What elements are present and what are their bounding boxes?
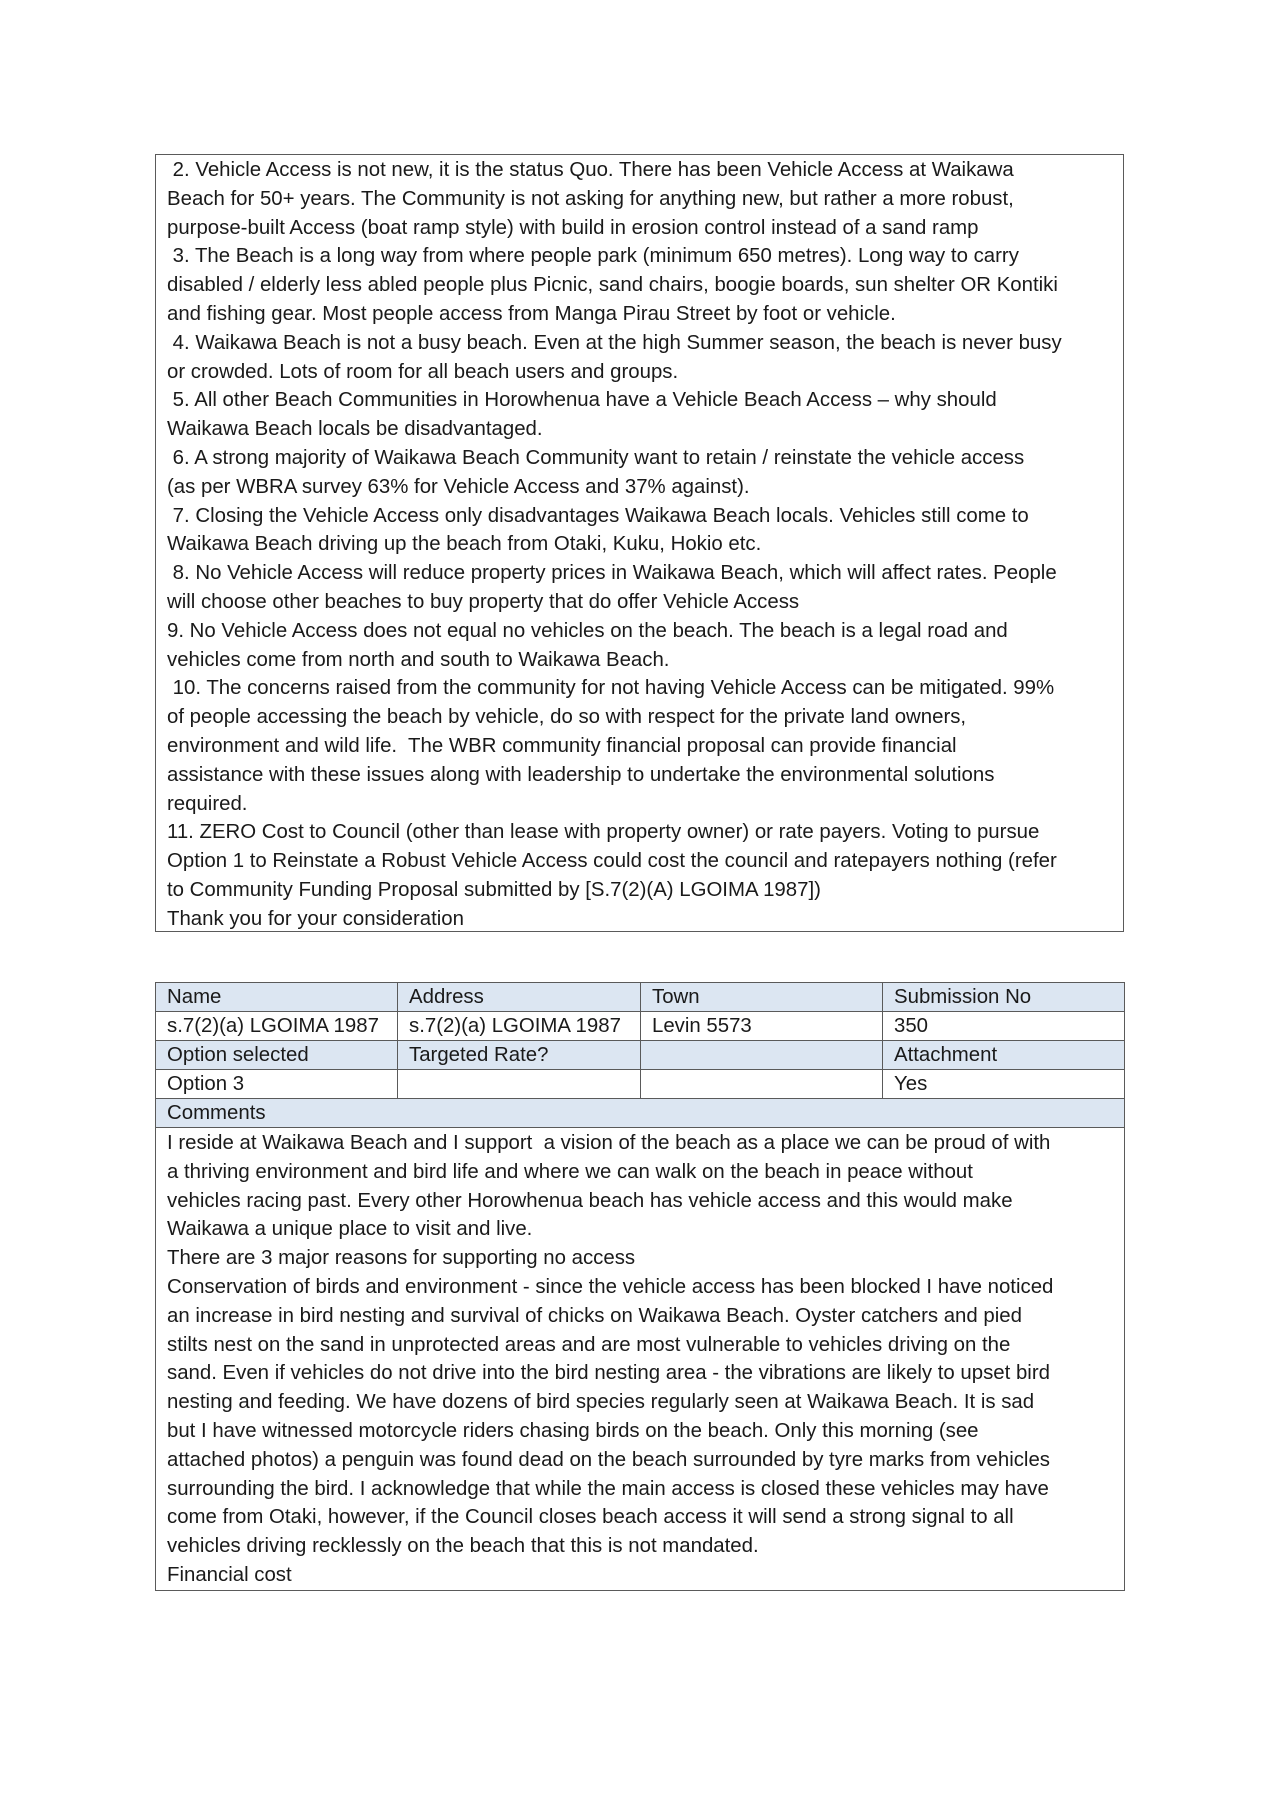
comments-label: Comments: [156, 1099, 1125, 1128]
empty-header-cell: [641, 1041, 883, 1070]
comments-cell: [156, 1128, 1125, 1591]
submission-no-value: 350: [883, 1012, 1125, 1041]
comments-text: [167, 1129, 1113, 1590]
text-line: and fishing gear. Most people access from Manga Pirau Street by foot or vehicle.: [167, 302, 896, 325]
comment-line: a thriving environment and bird life and where we can walk on the beach in peace without: [167, 1160, 973, 1183]
text-line: or crowded. Lots of room for all beach users and groups.: [167, 360, 679, 383]
address-value: s.7(2)(a) LGOIMA 1987: [398, 1012, 641, 1041]
text-line: will choose other beaches to buy property that do offer Vehicle Access: [167, 590, 800, 613]
text-line: 11. ZERO Cost to Council (other than lease with property owner) or rate payers. Voting to pursue: [167, 821, 1040, 844]
targeted-rate-header: Targeted Rate?: [398, 1041, 641, 1070]
text-line: 6. A strong majority of Waikawa Beach Community want to retain / reinstate the vehicle access: [167, 446, 1025, 469]
text-line: 7. Closing the Vehicle Access only disadvantages Waikawa Beach locals. Vehicles still come to: [167, 504, 1029, 527]
text-line: 3. The Beach is a long way from where people park (minimum 650 metres). Long way to carry: [167, 245, 1019, 268]
name-header: Name: [156, 983, 398, 1012]
town-header: Town: [641, 983, 883, 1012]
comment-line: surrounding the bird. I acknowledge that while the main access is closed these vehicles may have: [167, 1477, 1049, 1500]
text-line: Waikawa Beach driving up the beach from Otaki, Kuku, Hokio etc.: [167, 533, 762, 556]
header-row-2: [156, 1041, 1125, 1070]
text-line: 5. All other Beach Communities in Horowhenua have a Vehicle Beach Access – why should: [167, 389, 997, 412]
text-line: Waikawa Beach locals be disadvantaged.: [167, 418, 543, 441]
previous-submission-comments-box: [155, 154, 1124, 932]
value-row-2: [156, 1070, 1125, 1099]
text-line: 10. The concerns raised from the community for not having Vehicle Access can be mitigated. 99%: [167, 677, 1055, 700]
text-line: (as per WBRA survey 63% for Vehicle Access and 37% against).: [167, 475, 750, 498]
comment-line: Waikawa a unique place to visit and live.: [167, 1218, 533, 1241]
text-line: purpose-built Access (boat ramp style) with build in erosion control instead of a sand ramp: [167, 216, 979, 239]
text-line: 2. Vehicle Access is not new, it is the status Quo. There has been Vehicle Access at Waikawa: [167, 159, 1014, 181]
comment-line: stilts nest on the sand in unprotected areas and are most vulnerable to vehicles driving on the: [167, 1333, 1011, 1356]
comment-line: sand. Even if vehicles do not drive into the bird nesting area - the vibrations are likely to upset bird: [167, 1362, 1050, 1385]
attachment-value: Yes: [883, 1070, 1125, 1099]
text-line: of people accessing the beach by vehicle, do so with respect for the private land owners,: [167, 706, 967, 729]
text-line: Beach for 50+ years. The Community is not asking for anything new, but rather a more robust,: [167, 187, 1014, 210]
previous-submission-text: [167, 156, 1112, 934]
option-selected-header: Option selected: [156, 1041, 398, 1070]
attachment-header: Attachment: [883, 1041, 1125, 1070]
text-line: 4. Waikawa Beach is not a busy beach. Even at the high Summer season, the beach is never busy: [167, 331, 1062, 354]
address-header: Address: [398, 983, 641, 1012]
town-value: Levin 5573: [641, 1012, 883, 1041]
comment-line: attached photos) a penguin was found dead on the beach surrounded by tyre marks from vehicles: [167, 1448, 1051, 1471]
text-line: disabled / elderly less abled people plus Picnic, sand chairs, boogie boards, sun shelter OR Kontiki: [167, 274, 1058, 297]
header-row-1: [156, 983, 1125, 1012]
comment-line: an increase in bird nesting and survival of chicks on Waikawa Beach. Oyster catchers and pied: [167, 1304, 1022, 1327]
text-line: Thank you for your consideration: [167, 907, 464, 930]
text-line: to Community Funding Proposal submitted by [S.7(2)(A) LGOIMA 1987]): [167, 878, 821, 901]
submission-table: [155, 982, 1125, 1591]
comment-line: vehicles racing past. Every other Horowhenua beach has vehicle access and this would make: [167, 1189, 1013, 1212]
targeted-rate-value: [398, 1070, 641, 1099]
text-line: Option 1 to Reinstate a Robust Vehicle Access could cost the council and ratepayers nothing (refer: [167, 850, 1057, 873]
submission-no-header: Submission No: [883, 983, 1125, 1012]
comment-line: I reside at Waikawa Beach and I support a vision of the beach as a place we can be proud of with: [167, 1132, 1051, 1154]
comment-line: but I have witnessed motorcycle riders chasing birds on the beach. Only this morning (see: [167, 1419, 979, 1442]
value-row-1: [156, 1012, 1125, 1041]
name-value: s.7(2)(a) LGOIMA 1987: [156, 1012, 398, 1041]
comments-header-row: [156, 1099, 1125, 1128]
comment-line: come from Otaki, however, if the Council closes beach access it will send a strong signal to all: [167, 1506, 1014, 1529]
text-line: assistance with these issues along with leadership to undertake the environmental solutions: [167, 763, 995, 786]
option-selected-value: Option 3: [156, 1070, 398, 1099]
comment-line: Conservation of birds and environment - since the vehicle access has been blocked I have noticed: [167, 1275, 1054, 1298]
text-line: environment and wild life. The WBR community financial proposal can provide financial: [167, 734, 957, 757]
text-line: 8. No Vehicle Access will reduce property prices in Waikawa Beach, which will affect rates. People: [167, 562, 1057, 585]
comment-line: nesting and feeding. We have dozens of bird species regularly seen at Waikawa Beach. It is sad: [167, 1391, 1035, 1414]
text-line: vehicles come from north and south to Waikawa Beach.: [167, 648, 670, 671]
empty-value-cell: [641, 1070, 883, 1099]
comment-line: vehicles driving recklessly on the beach that this is not mandated.: [167, 1535, 759, 1558]
comments-row: [156, 1128, 1125, 1591]
text-line: required.: [167, 792, 248, 815]
comment-line: There are 3 major reasons for supporting no access: [167, 1247, 636, 1270]
text-line: 9. No Vehicle Access does not equal no vehicles on the beach. The beach is a legal road and: [167, 619, 1008, 642]
comment-line: Financial cost: [167, 1563, 292, 1586]
